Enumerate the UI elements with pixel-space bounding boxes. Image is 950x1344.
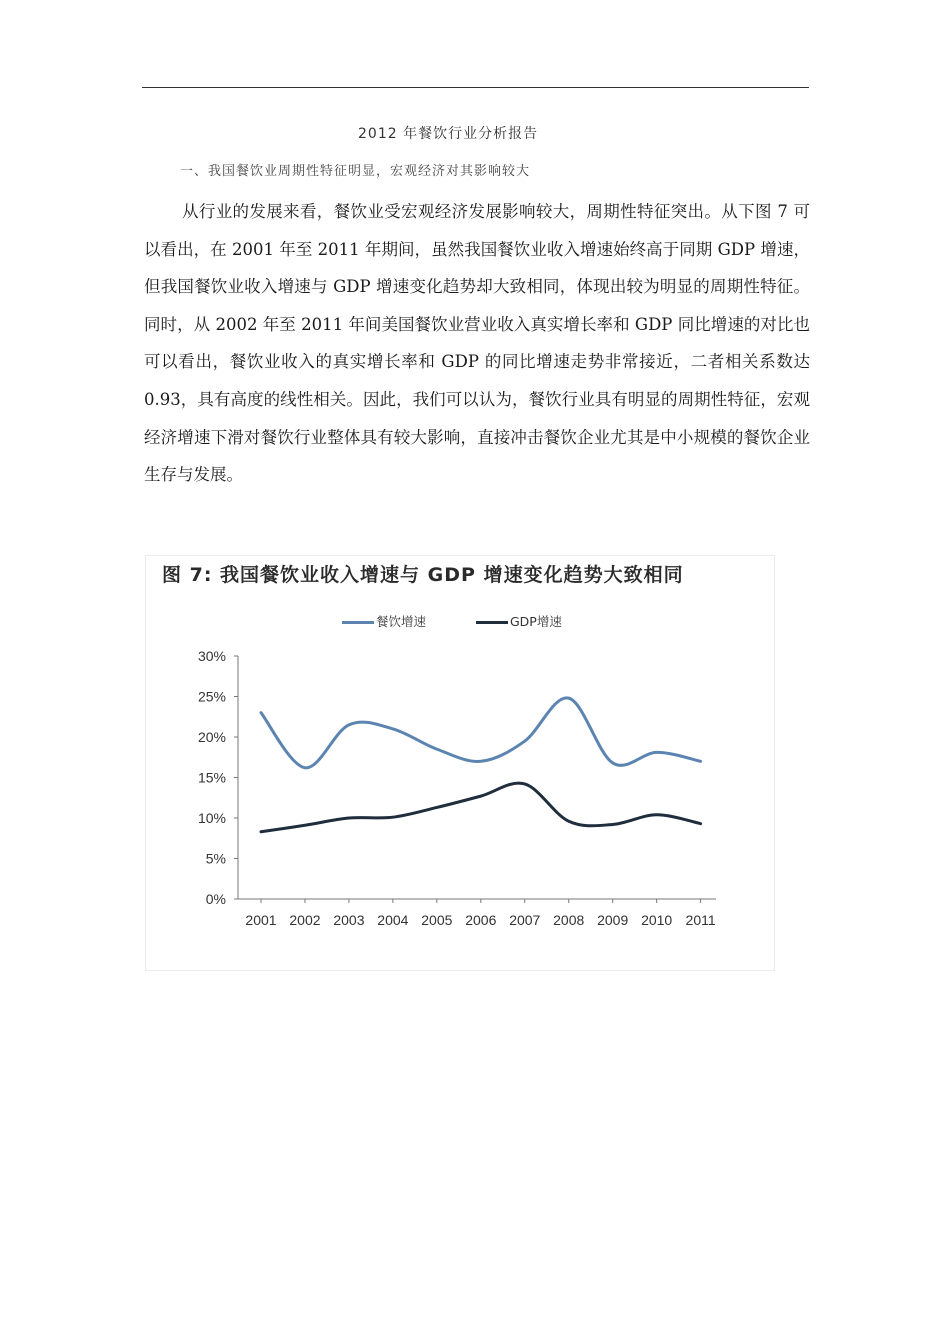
x-tick-label: 2011 [685,912,716,928]
x-tick-label: 2001 [245,912,277,928]
report-title: 2012 年餐饮行业分析报告 [358,126,539,142]
chart-title: 图 7: 我国餐饮业收入增速与 GDP 增速变化趋势大致相同 [162,564,684,586]
y-tick-label: 0% [205,891,226,907]
x-tick-label: 2010 [641,912,673,928]
legend-swatch-series-1 [342,621,374,624]
y-tick-label: 10% [197,810,226,826]
y-tick-label: 25% [197,688,226,705]
x-tick-label: 2002 [289,912,321,928]
x-tick-label: 2007 [509,912,541,928]
y-tick-label: 5% [205,850,226,867]
legend-swatch-series-2 [476,621,508,624]
x-tick-label: 2005 [421,912,453,928]
y-tick-label: 20% [197,729,226,745]
series-line-1 [261,698,701,768]
header-rule [142,87,809,88]
legend-label-series-1: 餐饮增速 [376,614,427,629]
x-tick-label: 2009 [597,912,629,928]
legend-item-series-2 [476,612,562,630]
body-paragraph: 从行业的发展来看，餐饮业受宏观经济发展影响较大，周期性特征突出。从下图 7 可以看出，在 2001 年至 2011 年期间，虽然我国餐饮业收入增速始终高于同期 GDP 增速，但我国餐饮业收入增速与 GDP 增速变化趋势却大致相同，体现出较为明显的周期性特征。同时，从 2002 年至 2011 年间美国餐饮业营业收入真实增长率和 GDP 同比增速的对比也可以看出，餐饮业收入的真实增长率和 GDP 的同比增速走势非常接近，二者相关系数达 0.93，具有高度的线性相关。因此，我们可以认为，餐饮行业具有明显的周期性特征，宏观经济增速下滑对餐饮行业整体具有较大影响，直接冲击餐饮企业尤其是中小规模的餐饮企业生存与发展。 [144,202,810,485]
legend-label-series-2: GDP增速 [510,614,562,629]
y-tick-label: 15% [197,769,226,786]
line-chart [146,556,774,970]
x-tick-label: 2004 [377,912,409,928]
series-line-2 [261,783,701,832]
x-tick-label: 2008 [553,912,585,928]
section-heading: 一、我国餐饮业周期性特征明显，宏观经济对其影响较大 [180,164,531,179]
y-tick-label: 30% [197,648,226,664]
x-tick-label: 2003 [333,912,365,928]
x-tick-label: 2006 [465,912,497,928]
figure-7 [145,555,775,971]
legend-item-series-1 [342,612,426,630]
